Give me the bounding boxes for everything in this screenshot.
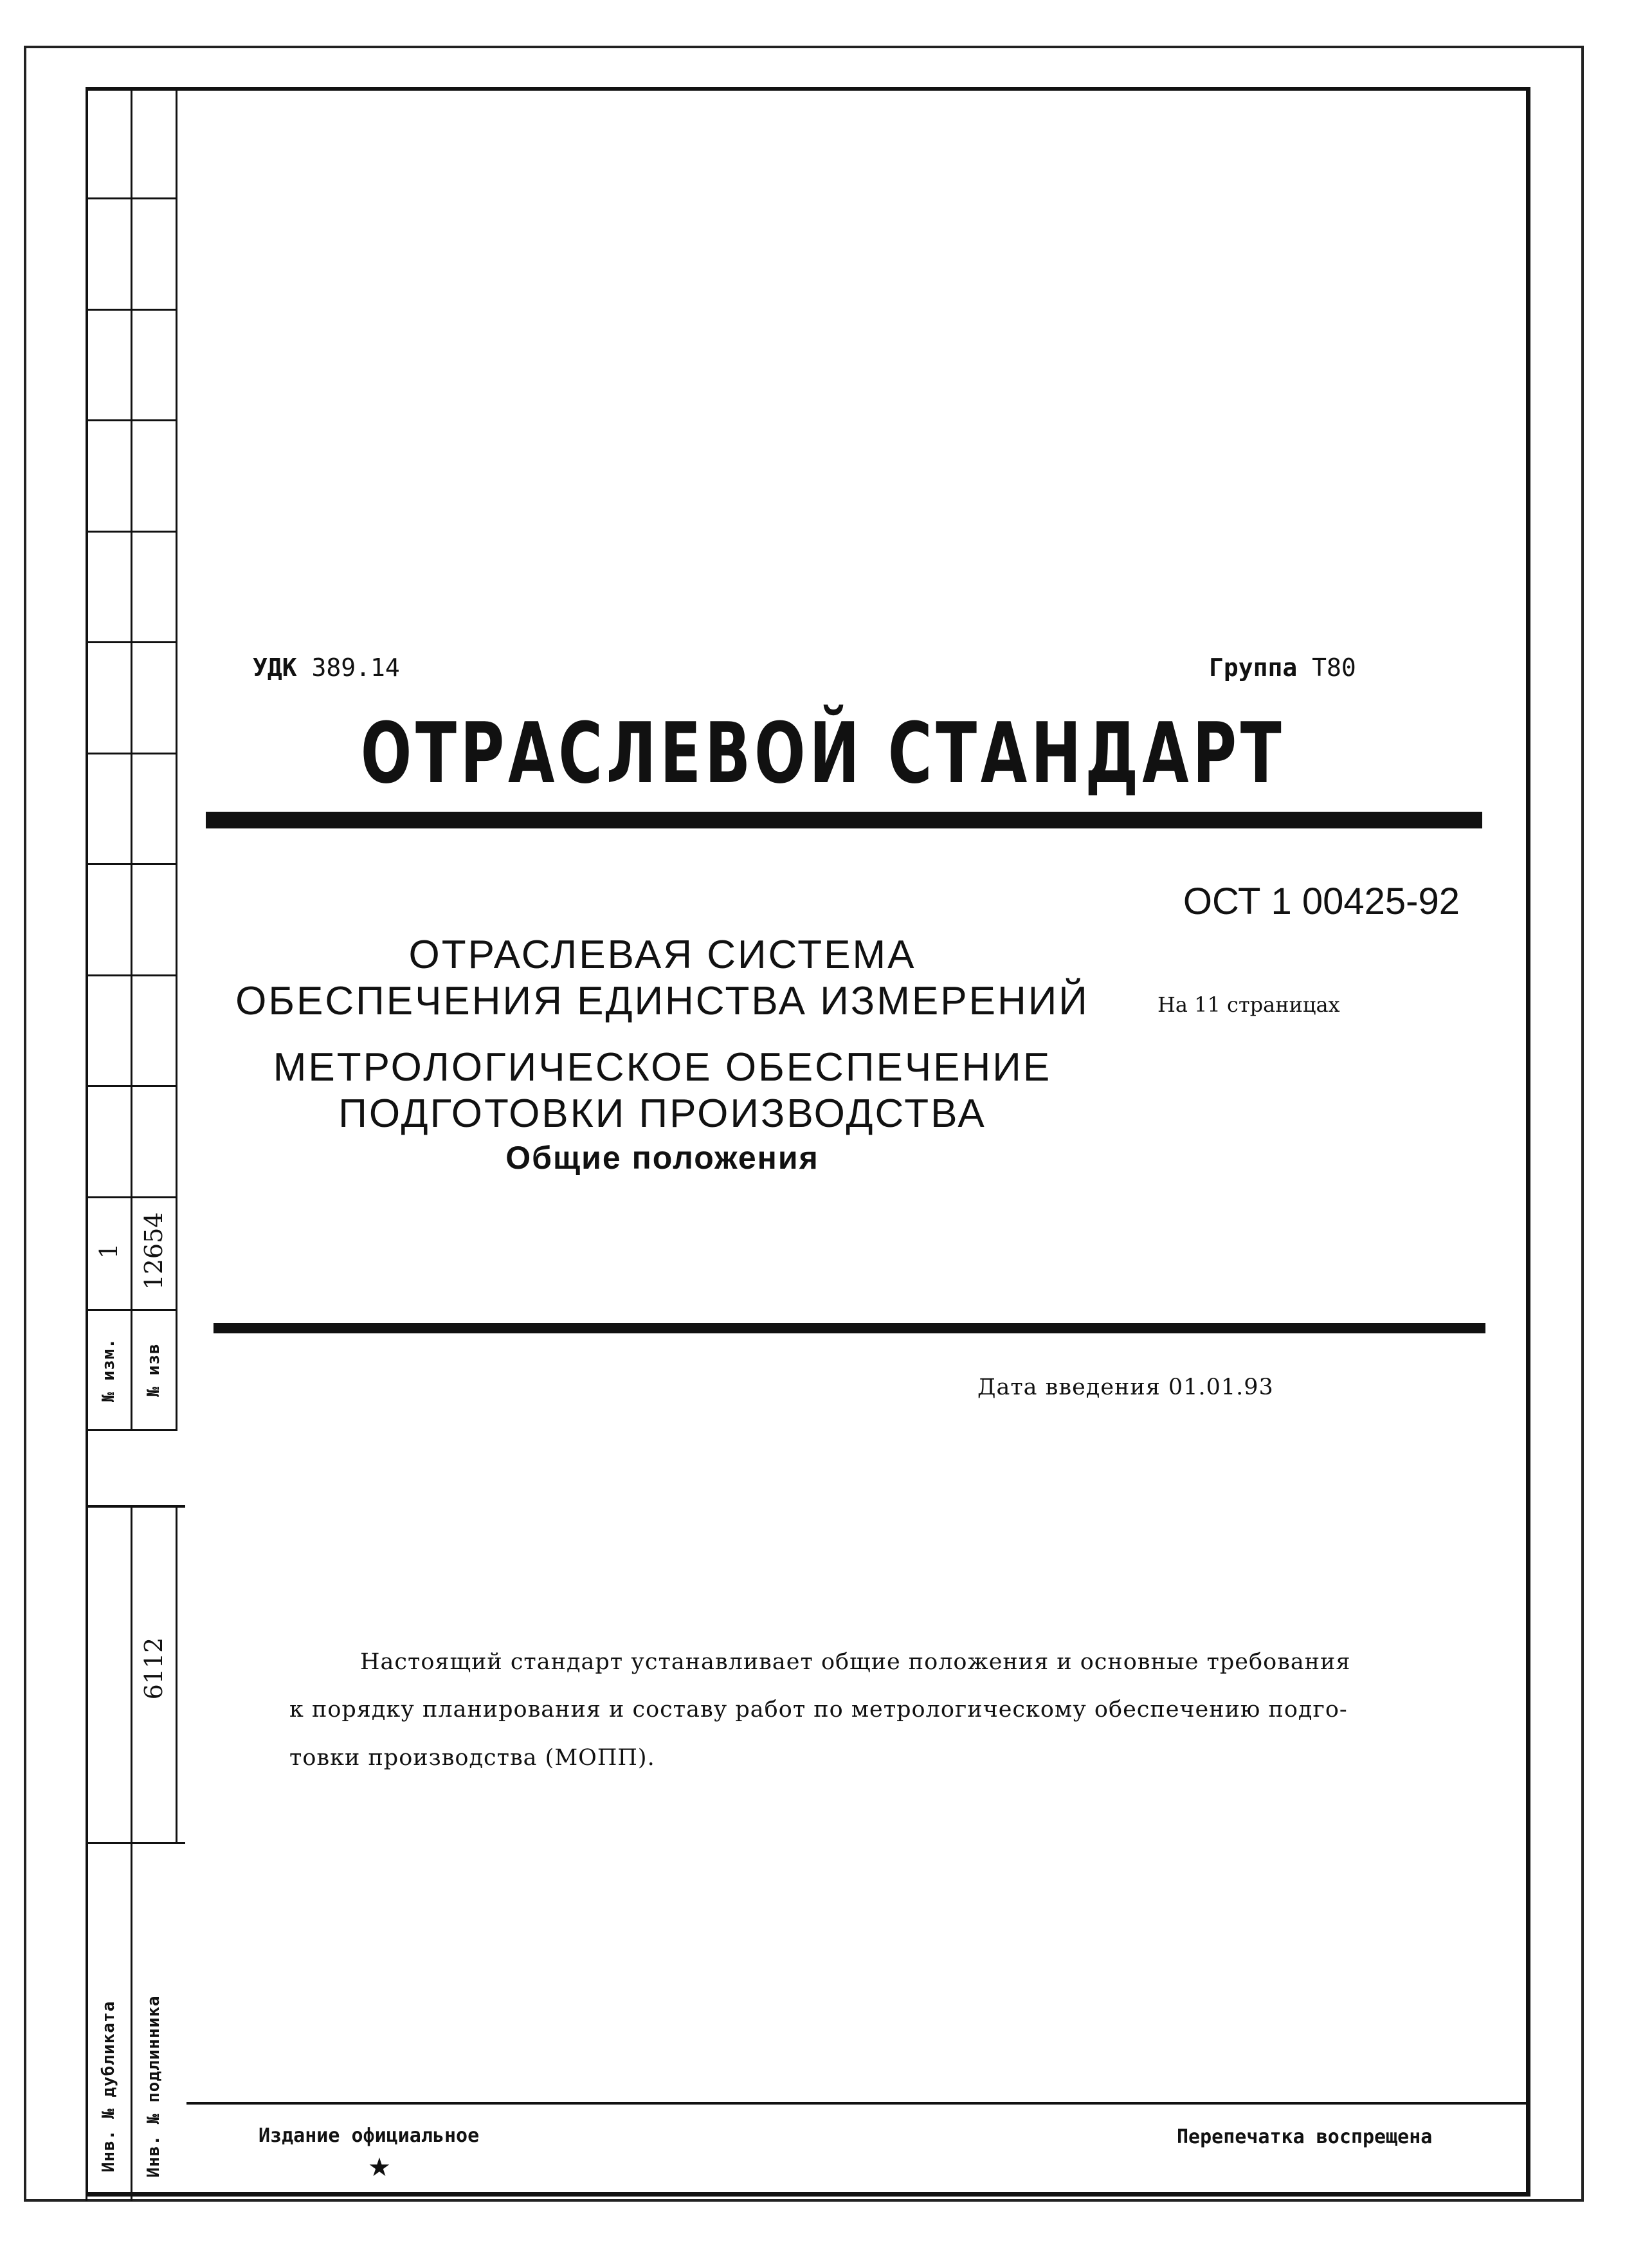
margin-col-line [176,1508,177,1842]
subtitle-line: ОБЕСПЕЧЕНИЯ ЕДИНСТВА ИЗМЕРЕНИЙ [235,979,1089,1023]
section-rule [213,1323,1485,1333]
margin-row-line [86,87,176,89]
margin-row-line [86,753,176,754]
notice-number-value: 12654 [140,1212,168,1290]
notice-number-label: № изв [144,1343,163,1397]
margin-row-line [86,974,176,976]
original-inventory-label: Инв. № подлинника [144,1995,163,2178]
official-edition-note: Издание официальное [259,2124,480,2147]
duplicate-inventory-label: Инв. № дубликата [99,2000,118,2173]
margin-row-line [86,419,176,421]
margin-row-line [86,1429,176,1431]
subtitle-line: МЕТРОЛОГИЧЕСКОЕ ОБЕСПЕЧЕНИЕ [273,1045,1052,1090]
margin-row-line [86,641,176,643]
margin-row-line [86,1085,176,1087]
document-title: ОТРАСЛЕВОЙ СТАНДАРТ [360,704,1285,802]
subtitle-line: ОТРАСЛЕВАЯ СИСТЕМА [408,933,916,977]
udk-label: УДК [253,653,297,682]
margin-col-line [86,87,87,1431]
body-text-line: к порядку планирования и составу работ по метрологическому обеспечению подго- [289,1697,1348,1722]
introduction-date: Дата введения 01.01.93 [977,1375,1274,1400]
margin-inventory-table [86,1505,185,2201]
body-text-line: товки производства (МОПП). [289,1745,655,1771]
udk-value: 389.14 [311,653,400,682]
title-rule [206,812,1482,828]
footer-rule [186,2102,1530,2105]
margin-row-line [86,309,176,311]
star-icon: ★ [368,2153,391,2182]
margin-row-line [86,1196,176,1198]
margin-col-line [131,1508,132,2201]
reprint-prohibited-note: Перепечатка воспрещена [1177,2126,1433,2148]
subtitle-line: ПОДГОТОВКИ ПРОИЗВОДСТВА [338,1092,986,1136]
change-number-label: № изм. [99,1338,118,1402]
standard-designation: ОСТ 1 00425-92 [1183,881,1460,922]
margin-row-line [86,197,176,199]
subtitle-general-provisions: Общие положения [505,1140,819,1176]
udk-code [253,653,400,682]
margin-change-table [86,87,185,1431]
margin-col-line [131,87,132,1431]
body-text-line: Настоящий стандарт устанавливает общие положения и основные требования [360,1649,1351,1675]
margin-row-line [86,1309,176,1311]
group-label: Группа [1209,653,1298,682]
margin-row-line [86,1842,185,1844]
group-code [1209,653,1356,682]
margin-row-line [86,531,176,533]
margin-col-line [176,87,177,1431]
original-inventory-value: 6112 [140,1637,168,1700]
group-value: Т80 [1312,653,1356,682]
margin-col-line [86,1508,87,2201]
change-number-value: 1 [95,1243,123,1259]
margin-row-line [86,863,176,865]
page-count: На 11 страницах [1157,992,1340,1017]
